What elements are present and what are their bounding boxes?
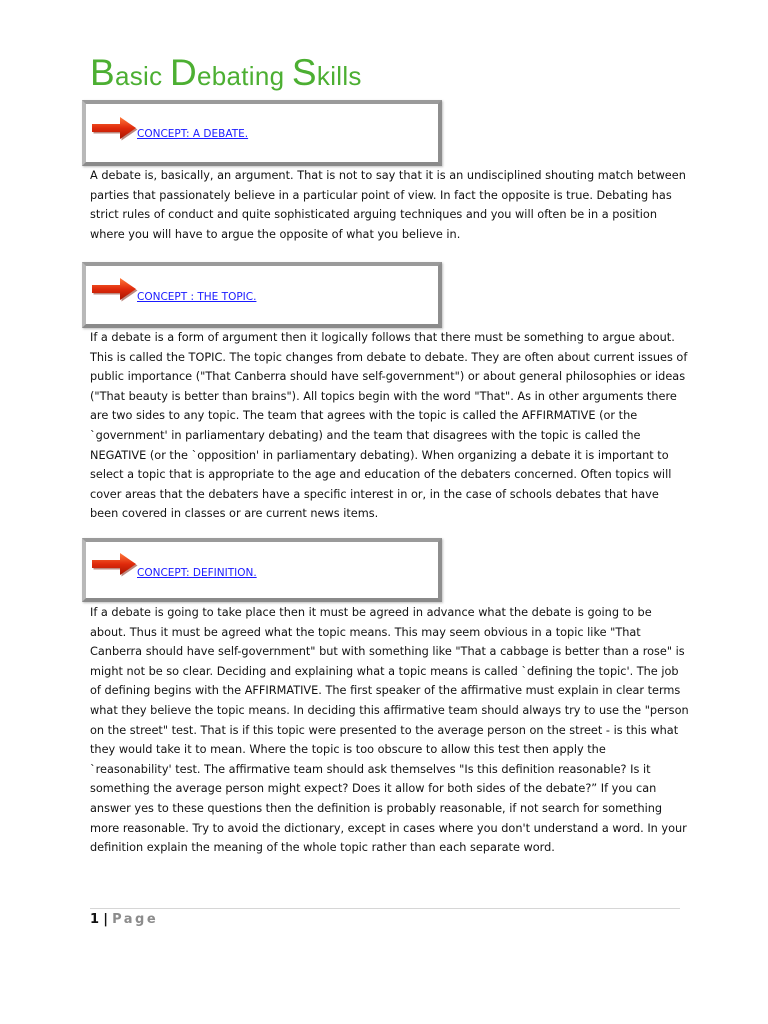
concept-link-debate[interactable]: CONCEPT: A DEBATE. (137, 128, 249, 140)
right-arrow-icon (90, 551, 138, 577)
title-initial-s: S (291, 52, 317, 93)
page-label: Page (112, 912, 159, 927)
concept-box-definition (82, 538, 442, 602)
title-initial-d: D (169, 52, 197, 93)
title-initial-b: B (90, 52, 115, 93)
right-arrow-icon (90, 115, 138, 141)
page-footer (90, 912, 158, 927)
document-title (90, 52, 362, 94)
title-part-kills: kills (316, 61, 362, 91)
paragraph-topic: If a debate is a form of argument then it logically follows that there must be something to argue about. This is called the TOPIC. The topic changes from debate to debate. They are often about current issues of public importance ("That Canberra should have self-government") or about general philosophies or ideas ("That beauty is better than brains"). All topics begin with the word "That". As in other arguments there are two sides to any topic. The team that agrees with the topic is called the AFFIRMATIVE (or the `government' in parliamentary debating) and the team that disagrees with the topic is called the NEGATIVE (or the `opposition' in parliamentary debating). When organizing a debate it is important to select a topic that is appropriate to the age and education of the debaters concerned. Often topics will cover areas that the debaters have a specific interest in or, in the case of schools debates that have been covered in classes or are current news items. (90, 331, 688, 521)
paragraph-definition: If a debate is going to take place then it must be agreed in advance what the debate is going to be about. Thus it must be agreed what the topic means. This may seem obvious in a topic like "That Canberra should have self-government" but with something like "That a cabbage is better than a rose" is might not be so clear. Deciding and explaining what a topic means is called `defining the topic'. The job of defining begins with the AFFIRMATIVE. The first speaker of the affirmative must explain in clear terms what they believe the topic means. In deciding this affirmative team should always try to use the "person on the street" test. That is if this topic were presented to the average person on the street - is this what they would take it to mean. Where the topic is too obscure to allow this test then apply the `reasonability' test. The affirmative team should ask themselves "Is this definition reasonable? Is it something the average person might expect? Does it allow for both sides of the debate?” If you can answer yes to these questions then the definition is probably reasonable, if not search for something more reasonable. Try to avoid the dictionary, except in cases where you don't understand a word. In your definition explain the meaning of the whole topic rather than each separate word. (90, 606, 689, 855)
right-arrow-icon (90, 276, 138, 302)
concept-link-topic[interactable]: CONCEPT : THE TOPIC. (137, 291, 257, 303)
paragraph-debate: A debate is, basically, an argument. That is not to say that it is an undisciplined shouting match between parties that passionately believe in a particular point of view. In fact the opposite is true. Debating has strict rules of conduct and quite sophisticated arguing techniques and you will often be in a position where you will have to argue the opposite of what you believe in. (90, 169, 686, 241)
concept-link-definition[interactable]: CONCEPT: DEFINITION. (137, 567, 257, 579)
footer-separator: | (103, 912, 108, 927)
page-number: 1 (90, 912, 100, 927)
title-part-ebating: ebating (196, 61, 292, 91)
concept-box-debate (82, 100, 442, 166)
concept-box-topic (82, 262, 442, 328)
title-part-asic: asic (114, 61, 170, 91)
footer-divider (90, 908, 680, 909)
